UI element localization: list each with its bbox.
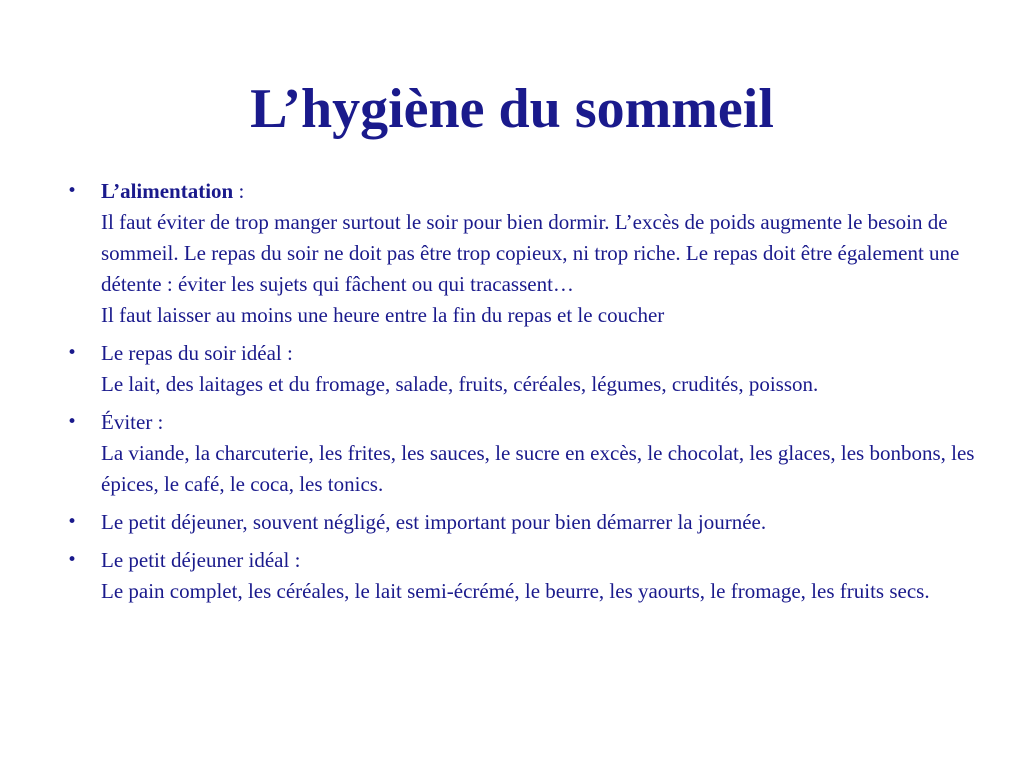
bullet-icon: • <box>66 412 78 432</box>
bullet-item-repas-soir <box>60 338 990 400</box>
bullet-icon: • <box>66 550 78 570</box>
bullet-icon: • <box>66 343 78 363</box>
bullet-icon: • <box>66 181 78 201</box>
bullet-text: La viande, la charcuterie, les frites, les sauces, le sucre en excès, le chocolat, les glaces, les bonbons, les épices, le café, le coca, les tonics. <box>101 441 975 496</box>
bullet-item-alimentation <box>60 176 990 331</box>
slide-title: L’hygiène du sommeil <box>250 78 774 140</box>
bullet-text: Le lait, des laitages et du fromage, salade, fruits, céréales, légumes, crudités, poisson. <box>101 372 819 396</box>
bullet-icon: • <box>66 512 78 532</box>
bullet-item-petit-dejeuner <box>60 507 990 538</box>
bullet-heading <box>101 176 990 207</box>
bullet-item-eviter <box>60 407 990 500</box>
bullet-heading: Le petit déjeuner, souvent négligé, est important pour bien démarrer la journée. <box>101 510 767 534</box>
bullet-heading-suffix: : <box>233 179 245 203</box>
bullet-heading: Éviter : <box>101 410 164 434</box>
bullet-item-petit-dejeuner-ideal <box>60 545 990 607</box>
bullet-text: Le pain complet, les céréales, le lait semi-écrémé, le beurre, les yaourts, le fromage, les fruits secs. <box>101 579 930 603</box>
bullet-list <box>60 176 990 614</box>
bullet-heading-bold: L’alimentation <box>101 179 234 203</box>
bullet-heading: Le petit déjeuner idéal : <box>101 548 301 572</box>
bullet-text: Il faut éviter de trop manger surtout le soir pour bien dormir. L’excès de poids augmente le besoin de sommeil. Le repas du soir ne doit pas être trop copieux, ni trop riche. Le repas doit être également une détente : éviter les sujets qui fâchent ou qui tracassent… <box>101 210 960 296</box>
bullet-heading: Le repas du soir idéal : <box>101 341 293 365</box>
bullet-text: Il faut laisser au moins une heure entre la fin du repas et le coucher <box>101 303 665 327</box>
